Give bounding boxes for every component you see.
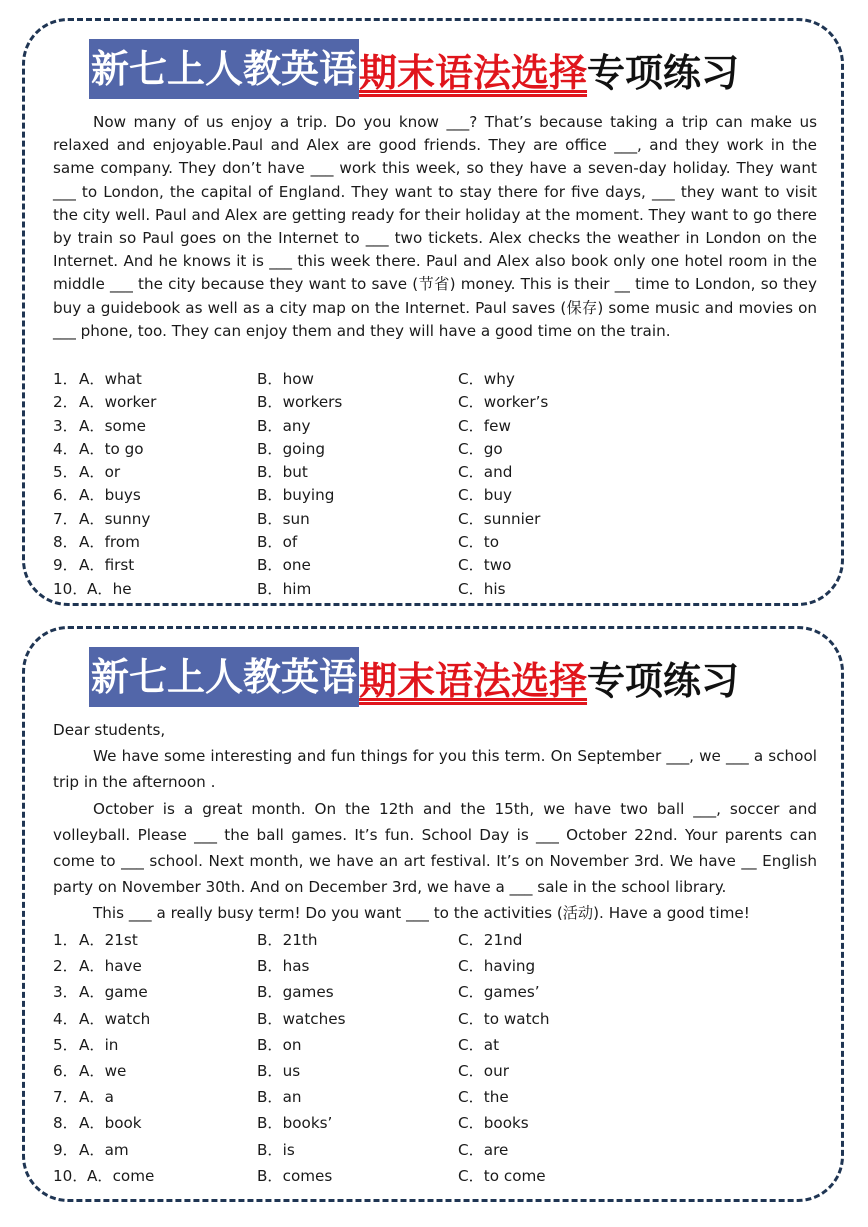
option-c: C．games’ xyxy=(458,983,540,1002)
option-a: A．game xyxy=(79,983,148,1002)
question-row xyxy=(53,1008,813,1034)
option-b: B．is xyxy=(257,1140,295,1159)
option-c: C．at xyxy=(458,1035,500,1054)
question-number: 1． xyxy=(53,370,78,388)
question-number: 10． xyxy=(53,579,88,598)
worksheet-title xyxy=(89,39,739,99)
question-number: 6． xyxy=(53,1061,78,1080)
option-a: A．or xyxy=(79,463,121,482)
question-number: 7． xyxy=(53,1088,78,1107)
title-part-plain: 专项练习 xyxy=(587,50,740,95)
question-number: 6． xyxy=(53,486,78,505)
question-number: 8． xyxy=(53,533,78,552)
question-row xyxy=(53,929,813,955)
option-c: C．two xyxy=(458,556,512,575)
passage-text: Now many of us enjoy a trip. Do you know ___? That’s because taking a trip can make us relaxed and enjoyable.Paul and Alex are good friends. They are office ___, and they work in the same company. They don’t have ___ work this week, so they have a seven-day holiday. They want ___ to London, the capital of England. They want to stay there for five days, ___ they want to visit the city well. Paul and Alex are getting ready for their holiday at the moment. They want to go there by train so Paul goes on the Internet to ___ two tickets. Alex checks the weather in London on the Internet. And he knows it is ___ this week there. Paul and Alex also book only one hotel room in the middle ___ the city because they want to save (节省) money. This is their __ time to London, so they buy a guidebook as well as a city map on the Internet. Paul saves (保存) some music and movies on ___ phone, too. They can enjoy them and they will have a good time on the train. xyxy=(53,113,817,340)
option-c: C．sunnier xyxy=(458,509,541,528)
option-a: A．first xyxy=(79,556,135,575)
worksheet-title xyxy=(89,647,739,707)
option-b: B．workers xyxy=(257,393,343,412)
worksheet-card-2 xyxy=(22,626,844,1202)
option-c: C．to xyxy=(458,533,500,552)
option-b: B．21th xyxy=(257,931,318,949)
question-number: 9． xyxy=(53,1140,78,1159)
question-options xyxy=(53,929,813,1191)
option-c: C．his xyxy=(458,579,506,598)
question-number: 3． xyxy=(53,416,78,435)
option-b: B．has xyxy=(257,957,310,976)
question-number: 4． xyxy=(53,439,78,458)
option-a: A．buys xyxy=(79,486,141,505)
question-row xyxy=(53,1060,813,1086)
option-c: C．21nd xyxy=(458,931,523,949)
option-b: B．an xyxy=(257,1088,302,1107)
option-b: B．us xyxy=(257,1061,301,1080)
title-part-red: 期末语法选择 xyxy=(359,50,588,95)
question-number: 7． xyxy=(53,509,78,528)
option-b: B．watches xyxy=(257,1009,346,1028)
question-row xyxy=(53,508,813,531)
question-row xyxy=(53,531,813,554)
option-a: A．sunny xyxy=(79,509,151,528)
question-row xyxy=(53,1086,813,1112)
question-row xyxy=(53,391,813,414)
option-b: B．how xyxy=(257,370,314,388)
option-c: C．to watch xyxy=(458,1009,550,1028)
question-row xyxy=(53,415,813,438)
question-number: 5． xyxy=(53,1035,78,1054)
question-number: 2． xyxy=(53,393,78,412)
option-c: C．worker’s xyxy=(458,393,549,412)
title-part-highlighted: 新七上人教英语 xyxy=(89,39,359,99)
title-part-plain: 专项练习 xyxy=(587,658,740,703)
question-row xyxy=(53,368,813,391)
option-a: A．watch xyxy=(79,1009,151,1028)
option-c: C．and xyxy=(458,463,513,482)
worksheet-card-1 xyxy=(22,18,844,606)
letter-paragraph: This ___ a really busy term! Do you want ___ to the activities (活动). Have a good time! xyxy=(93,904,750,923)
question-row xyxy=(53,554,813,577)
option-a: A．worker xyxy=(79,393,157,412)
letter-paragraph: October is a great month. On the 12th and the 15th, we have two ball ___, soccer and volleyball. Please ___ the ball games. It’s fun. School Day is ___ October 22nd. Your parents can come to ___ school. Next month, we have an art festival. It’s on November 3rd. We have __ English party on November 30th. And on December 3rd, we have a ___ sale in the school library. xyxy=(53,799,817,897)
letter-passage xyxy=(53,717,817,927)
question-number: 9． xyxy=(53,556,78,575)
option-b: B．any xyxy=(257,416,311,435)
option-c: C．having xyxy=(458,957,536,976)
option-c: C．books xyxy=(458,1114,529,1133)
letter-salutation: Dear students, xyxy=(53,721,166,739)
option-c: C．why xyxy=(458,370,515,388)
question-row xyxy=(53,1165,813,1191)
option-a: A．in xyxy=(79,1035,119,1054)
option-a: A．am xyxy=(79,1140,129,1159)
question-row xyxy=(53,1139,813,1165)
question-number: 8． xyxy=(53,1114,78,1133)
question-number: 10． xyxy=(53,1166,88,1185)
option-a: A．he xyxy=(87,579,132,598)
option-b: B．buying xyxy=(257,486,335,505)
option-b: B．books’ xyxy=(257,1114,333,1133)
option-b: B．on xyxy=(257,1035,302,1054)
question-number: 2． xyxy=(53,957,78,976)
option-c: C．few xyxy=(458,416,511,435)
question-number: 3． xyxy=(53,983,78,1002)
option-b: B．games xyxy=(257,983,334,1002)
question-row xyxy=(53,461,813,484)
question-row xyxy=(53,981,813,1007)
option-a: A．what xyxy=(79,370,142,388)
option-a: A．21st xyxy=(79,931,138,949)
option-b: B．sun xyxy=(257,509,310,528)
option-b: B．of xyxy=(257,533,298,552)
question-row xyxy=(53,484,813,507)
question-row xyxy=(53,438,813,461)
option-b: B．but xyxy=(257,463,308,482)
option-a: A．have xyxy=(79,957,142,976)
reading-passage xyxy=(53,111,817,343)
question-row xyxy=(53,955,813,981)
title-part-highlighted: 新七上人教英语 xyxy=(89,647,359,707)
question-row xyxy=(53,1112,813,1138)
option-a: A．some xyxy=(79,416,146,435)
option-b: B．going xyxy=(257,439,326,458)
option-c: C．go xyxy=(458,439,503,458)
option-b: B．one xyxy=(257,556,311,575)
option-c: C．our xyxy=(458,1061,509,1080)
question-number: 5． xyxy=(53,463,78,482)
option-c: C．buy xyxy=(458,486,513,505)
option-a: A．to go xyxy=(79,439,144,458)
option-a: A．from xyxy=(79,533,140,552)
question-number: 1． xyxy=(53,931,78,949)
question-options xyxy=(53,368,813,601)
option-b: B．comes xyxy=(257,1166,333,1185)
option-a: A．a xyxy=(79,1088,114,1107)
option-c: C．are xyxy=(458,1140,509,1159)
question-row xyxy=(53,1034,813,1060)
option-b: B．him xyxy=(257,579,312,598)
letter-paragraph: We have some interesting and fun things for you this term. On September ___, we ___ a school trip in the afternoon . xyxy=(53,747,817,792)
option-a: A．book xyxy=(79,1114,142,1133)
option-a: A．we xyxy=(79,1061,127,1080)
option-c: C．to come xyxy=(458,1166,546,1185)
question-row xyxy=(53,578,813,601)
option-a: A．come xyxy=(87,1166,155,1185)
title-part-red: 期末语法选择 xyxy=(359,658,588,703)
option-c: C．the xyxy=(458,1088,509,1107)
question-number: 4． xyxy=(53,1009,78,1028)
